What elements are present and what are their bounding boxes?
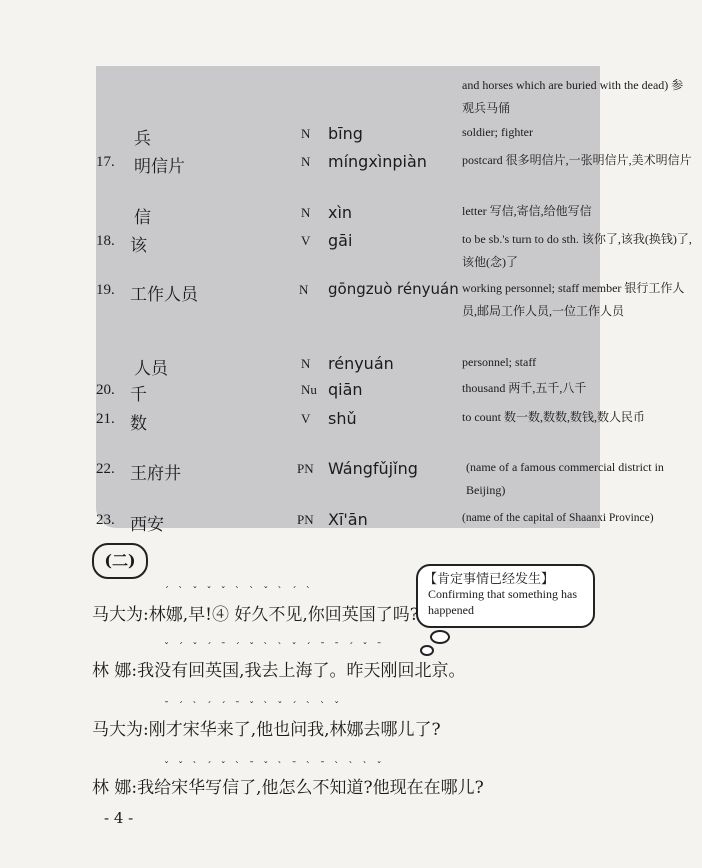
vocab-pinyin: gōngzuò rényuán — [328, 280, 459, 298]
tone-marks: ˊ ˋ ˇ ˇ ˇ ˋ ˋ ˇ ˋ ˊ ˋ — [164, 586, 314, 597]
vocab-word: 数 — [130, 414, 147, 434]
vocab-pos: V — [301, 233, 311, 248]
vocabulary-box — [96, 66, 692, 535]
vocab-meaning: to count 数一数,数数,数钱,数人民币 — [462, 410, 645, 424]
vocab-pos: N — [301, 126, 311, 141]
grammar-note-bubble — [416, 564, 595, 628]
dialogue-line: 林 娜:我给宋华写信了,他怎么不知道?他现在在哪儿? — [92, 778, 484, 798]
vocab-meaning: soldier; fighter — [462, 125, 533, 139]
vocab-number: 19. — [96, 282, 115, 298]
bubble-tail-dot — [430, 630, 450, 644]
vocab-word: 人员 — [134, 359, 168, 379]
vocab-word: 该 — [130, 236, 147, 256]
vocab-word: 明信片 — [134, 157, 185, 177]
vocab-meaning: working personnel; staff member 银行工作人员,邮局工作人员,一位工作人员 — [462, 281, 685, 318]
page-number: - 4 - — [104, 809, 134, 827]
vocab-pinyin: xìn — [328, 203, 353, 222]
vocab-pinyin: gāi — [328, 231, 353, 250]
vocab-word: 千 — [130, 385, 147, 405]
vocab-word: 工作人员 — [130, 285, 198, 305]
vocab-number: 20. — [96, 382, 115, 398]
vocab-meaning: (name of the capital of Shaanxi Province) — [462, 512, 654, 524]
vocab-pinyin: qiān — [328, 380, 363, 399]
vocab-pinyin: rényuán — [328, 354, 394, 373]
vocab-meaning: and horses which are buried with the dead) 参观兵马俑 — [462, 78, 684, 115]
vocab-word: 兵 — [134, 129, 151, 149]
vocab-word: 西安 — [130, 515, 164, 535]
bubble-tail-dot — [420, 645, 434, 656]
vocab-pos: Nu — [301, 382, 317, 397]
vocab-number: 22. — [96, 461, 115, 477]
vocab-meaning: personnel; staff — [462, 355, 537, 369]
vocab-meaning: thousand 两千,五千,八千 — [462, 381, 587, 395]
vocab-number: 21. — [96, 411, 115, 427]
vocab-pos: V — [301, 411, 311, 426]
vocab-pos: PN — [297, 512, 314, 527]
vocab-pinyin: Wángfǔjǐng — [328, 459, 418, 478]
grammar-note-title: 【肯定事情已经发生】 — [424, 572, 555, 587]
vocab-word: 信 — [134, 208, 151, 228]
vocab-pos: PN — [297, 461, 314, 476]
vocab-word: 王府井 — [130, 464, 181, 484]
vocab-number: 18. — [96, 233, 115, 249]
vocab-meaning: letter 写信,寄信,给他写信 — [462, 204, 592, 218]
vocab-pos: N — [301, 205, 311, 220]
tone-marks: ˉ ˊ ˋ ˊ ˊ ˉ ˇ ˋ ˇ ˊ ˋ ˋ ˇ — [164, 701, 343, 712]
vocab-meaning: to be sb.'s turn to do sth. 该你了,该我(换钱)了,该他(念)了 — [462, 232, 692, 269]
dialogue-line: 马大为:刚才宋华来了,他也问我,林娜去哪儿了? — [92, 720, 441, 740]
vocab-number: 23. — [96, 512, 115, 528]
dialogue-line: 林 娜:我没有回英国,我去上海了。昨天刚回北京。 — [92, 661, 466, 681]
tone-marks: ˇ ˇ ˋ ˊ ˇ ˋ ˉ ˇ ˋ ˉ ˋ ˉ ˋ ˋ ˋ ˇ — [164, 761, 385, 772]
section-label: (二) — [92, 543, 148, 579]
vocab-pinyin: míngxìnpiàn — [328, 152, 427, 171]
dialogue-line: 马大为:林娜,早!④ 好久不见,你回英国了吗? — [92, 605, 419, 625]
vocab-pos: N — [301, 356, 311, 371]
vocab-meaning: (name of a famous commercial district in Beijing) — [466, 460, 664, 497]
tone-marks: ˇ ˊ ˇ ˊ ˉ ˊ ˇ ˋ ˋ ˇ ˊ ˉ ˉ ˊ ˇ ˉ — [164, 642, 385, 653]
grammar-note-text: Confirming that something has happened — [428, 587, 577, 617]
vocab-pinyin: shǔ — [328, 409, 357, 428]
vocab-meaning: postcard 很多明信片,一张明信片,美术明信片 — [462, 153, 692, 167]
vocab-pos: N — [299, 282, 309, 297]
vocab-pinyin: bīng — [328, 124, 363, 143]
vocab-pos: N — [301, 154, 311, 169]
vocab-pinyin: Xī'ān — [328, 510, 368, 529]
vocab-number: 17. — [96, 154, 115, 170]
